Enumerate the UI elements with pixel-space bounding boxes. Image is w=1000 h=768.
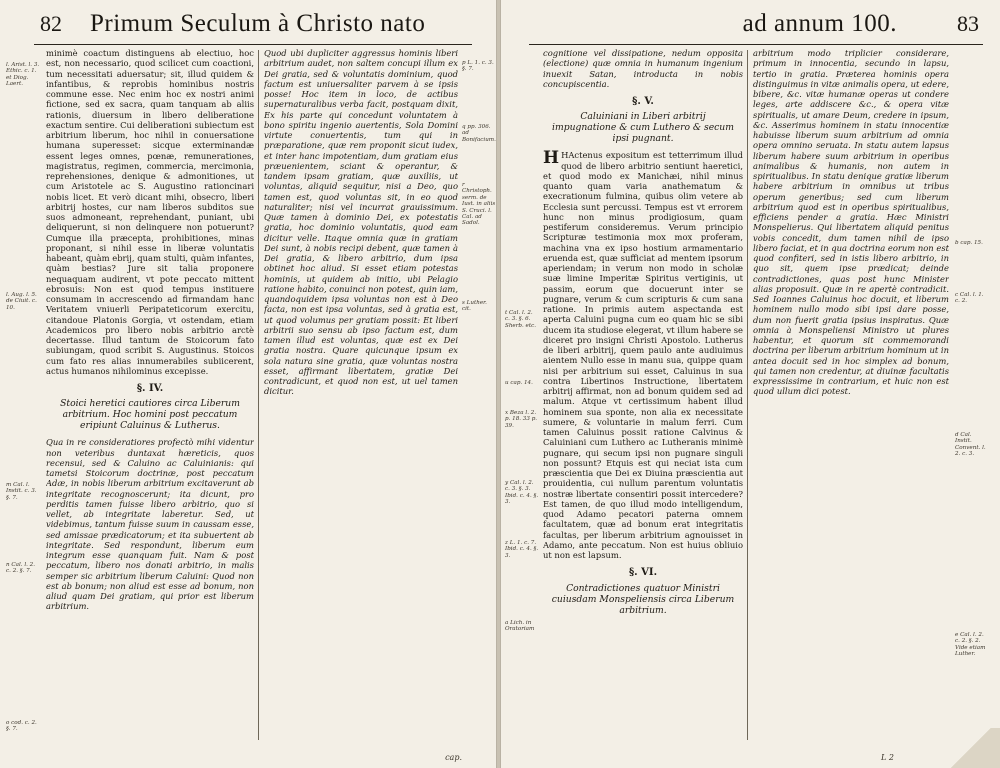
section-heading: §. IV. <box>136 383 164 394</box>
margin-note: c Cal. l. 1. c. 2. <box>955 292 984 305</box>
right-page-header <box>531 10 979 44</box>
signature-mark: L 2 <box>881 753 894 762</box>
margin-note: t Cal. l. 2. c. 3. §. 6. Sherb. etc. <box>505 310 537 329</box>
paragraph <box>543 150 743 560</box>
right-page <box>500 0 1000 768</box>
left-page-number: 82 <box>40 11 62 36</box>
left-catchword: cap. <box>445 753 462 762</box>
paragraph: Quod ubi dupliciter aggressus hominis liberi arbitrium audet, non saltem concupi illum ex Dei gratia, sed & voluntatis dominium, quod factum est uniuersaliter parvem à se ipsis posse! Hoc item in loco, de actibus supernaturalibus verba facit, postquam dixit, Ex his parte qui concedunt voluntatem à bono spiritu ingenio auertentis, Sola Domini virtute conuertentis, tum qui in præparatione, quæ rem proponit sicut iudex, et inter hanc impotentiam, dum gratiam eius præuenientem, sciant & operantur, & tandem ipsam gratiam, quæ auxiliis, ut voluntas, aliquid sequitur, nisi a Deo, quo tamen est, quod voluntas sit, in eo quod naturaliter; nisi vel incurrat grauissimum. Quæ tamen à dominio Dei, ex potestatis gratia, hoc dominio voluntatis, quod eam dicitur velle. Itaque omnia quæ in gratiam Dei sunt, à nobis recipi debent, quæ tamen à Dei gratia, & libero arbitrio, dum ipsa obtinet hoc aliud. Si esset etiam potestas hominis, ut quidem ab initio, ubi Pelagio ratione habito, conuinci non potest, quin iam, quandoquidem ipsa voluntas non est à Deo facta, non est ipsa voluntas, sed à gratia est, ut quod volumus per gratiam possit: Et liberi arbitrii suo sensu ab ipso factum est, dum tamen illud est voluntas, quæ est ex Dei gratia nostra. Quare quicunque ipsum ex sola natura sine gratia, quæ voluntas nostra esset, affirmant libertatem, gratiæ Dei contradicunt, et quod non est, ut uel tamen dicitur. <box>264 48 458 397</box>
section-heading: §. VI. <box>628 567 658 579</box>
margin-note: s Luther. cit. <box>462 300 487 313</box>
margin-note: m Cal. l. Instit. c. 3. §. 7. <box>6 482 37 501</box>
left-running-head: Primum Seculum à Christo nato <box>90 10 426 37</box>
margin-note: r Christoph. serm. de Iust. in aliis S. Cruci. l. Cal. ad Sadol. <box>462 182 496 227</box>
paragraph: minimè coactum distinguens ab electiuo, hoc est, non necessario, quod scilicet cum coactioni, tum necessitati aduersatur; sit, illud quidem & infantibus, & reprobis hominibus nostris commune esse. Nec enim hoc ex nostri animi fictione, sed ex sacra, quam tanquam ab aliis rationis, diuersum in libero deliberatione exactum sentire. Cui deliberationi subiectum est arbitrium liberum, hoc nihil in conuersatione humana superesset: sicque exterminandæ essent leges omnes, pœnæ, remunerationes, magistratus, regimen, commercia, mercimonia, reprehensiones, denique & admonitiones, ut cum Aristotele ac S. Augustino rationcinari nobis licet. Et verò dicant mihi, obsecro, liberi arbitrij hostes, cur nam liberos subditos sue suos admoneant, reprehendant, puniant, ubi deliquerunt, si non delinquere non potuerunt? Cumque illa præcepta, prohibitiones, minas proponant, si nihil esse in liberæ voluntatis habeant, quàm ebrij, quam stulti, quàm infantes, quàm bestias? Jure sit talia proponere nequaquam audirent, vt pote peccato mittent ebrosuis: Non est quod tempus instituere consumam in accrescendo ad firmandam hanc Veritatem vniuerli Peripateticorum exercitu, citandoue Platonis Gorgia, vt ostendam, etiam Academicos pro libero nobis arbitrio arctè decertasse. Illud tantum de Stoicorum fato subiungam, quod scribit S. Augustinus. Stoicos cum fato res alias innumerabiles subiicerent, actus humanos nihilominus excepisse. <box>46 48 254 376</box>
paragraph: Qua in re consideratiores profectò mihi videntur non veteribus duntaxat hæreticis, quos recensui, sed & Caluino ac Caluinianis: qui tametsi Stoicorum doctrinæ, post peccatum Adæ, in nobis liberum arbitrium excitaverunt ab integritate recognoscerunt; ita dicunt, pro perditis tamen fuisse libero arbitrio, quo si vellet, ab integritate laberetur. Sed, ut videbimus, tantum fuisse suum in caussam esse, sed amissae prædicatorum; et ita subuertent ab integritate. Sed respondunt, liberum eum integrum esse quanquam fuit. Nam & post peccatum, libero nos donati arbitrio, in malis semper sic arbitrium liberum Caluini: Quod non est ab bonum; non aliud est esse ad bonum, non aliud quam Dei gratiam, qui prior est liberum arbitrium. <box>46 437 254 612</box>
left-page <box>0 0 497 768</box>
right-header-rule <box>529 44 983 45</box>
page-corner <box>941 728 1000 768</box>
paragraph: arbitrium modo triplicier considerare, primum in innocentia, secundo in lapsu, tertio in gratia. Præterea hominis opera distinguimus in vitæ animalis opera, ut edere, bibere, &c. vitæ humanæ operas ut condere leges, arte addiscere &c., & opera vitæ spiritualis, ut amare Deum, credere in ipsum, &c. Asserimus hominem in statu innocentiæ habuisse liberum suum arbitrium ad omnia opera omnino seruata. In statu autem lapsus liberum habere suum arbitrium in operibus animalibus & humanis, non autem in spiritualibus. In statu denique gratiæ liberum habere arbitrium in omnibus ut tribus operum generibus; sed cum liberum arbitrium quod est in operibus spiritualibus, efficiens pender a gratia. Hæc Ministri Monspelierus. Qui libertatem aliquid penitus vobis concedit, dum tamen nihil de ipso libero faciat, et in qua doctrina eorum non est quod confiteri, sed in istis libero arbitrio, in quo sit, quem ipse prædicat; deinde contradictiones, quas post hunc Minister alias proposuit. Quæ in re apertè contradicit. Sed Ioannes Caluinus hoc docuit, et liberum hominem nullo modo sibi ipsi dare posse, dum non fuerit gratia ipsius inspiratus. Quæ omnia à Monspeliensi Ministro ut plures habentur, et quorum sit commemorandi doctrina per liberum arbitrium hominum ut in antea docuit sed in hoc simplex ad bonum, qui tamen non credentur, at diuinæ facultatis expressissime in contrarium, et huic non est quod ullum dici potest. <box>753 48 949 397</box>
margin-note: d Cal. Instit. Convent. l. 2. c. 3. <box>955 432 986 458</box>
margin-note: z L. 1. c. 7. Ibid. c. 4. §. 3. <box>505 540 539 559</box>
margin-note: u cap. 14. <box>505 380 533 386</box>
column-rule <box>258 50 259 740</box>
margin-note: o cod. c. 2. §. 7. <box>6 720 37 733</box>
left-column-2 <box>264 48 458 738</box>
margin-note: b cap. 15. <box>955 240 983 246</box>
margin-note: y Cal. l. 2. c. 3. §. 3. Ibid. c. 4. §. 3. <box>505 480 539 506</box>
right-column-2 <box>753 48 949 738</box>
left-column-1 <box>46 48 254 738</box>
paragraph: cognitione vel dissipatione, nedum opposita (electione) quæ omnia in humanum ingenium inuexit Satan, introducta in nobis concupiscentia. <box>543 48 743 89</box>
margin-note: a Lich. in Oratoriam <box>505 620 535 633</box>
right-column-1 <box>543 48 743 738</box>
left-page-header <box>40 10 466 44</box>
margin-note: l. Aug. l. 5. de Ciuit. c. 10. <box>6 292 37 311</box>
left-header-rule <box>34 44 472 45</box>
section-heading: §. V. <box>632 96 654 107</box>
margin-note: l. Arist. l. 3. Ethic. c. 1. et Diog. Laert. <box>6 62 40 88</box>
right-page-number: 83 <box>957 11 979 36</box>
section-title: Contradictiones quatuor Ministri cuiusdam Monspeliensis circa Liberum arbitrium. <box>551 582 735 616</box>
margin-note: p L. 1. c. 3. §. 7. <box>462 60 494 73</box>
margin-note: x Beza l. 2. p. 18. 33 p. 39. <box>505 410 538 429</box>
section-title: Caluiniani in Liberi arbitrij impugnatione & cum Luthero & secum ipsi pugnant. <box>552 111 734 145</box>
column-rule <box>747 50 748 740</box>
margin-note: e Cal. l. 2. c. 2. §. 2. Vide etiam Luther. <box>955 632 986 658</box>
drop-capital: H <box>543 148 560 169</box>
margin-note: n Cal. l. 2. c. 2. §. 7. <box>6 562 36 575</box>
margin-note: q pp. 306. ad Bonifacium. <box>462 124 496 143</box>
right-running-head: ad annum 100. <box>742 10 897 37</box>
paragraph-text: HActenus expositum est tetterrimum illud quod de libero arbitrio sentiunt haeretici, et quod modo ex Manichæi, nihil minus quanto quam varia anathematum & execrationum fulmina, quibus olim vetere ab Ecclesia sunt percussi. Tempus est vt errorem hunc non minus prodigiosum, quam pestiferum consideremus. Verum principio Scripturæ testimonia mox mox proferam, machina vna ex ipso hostium armamentario eruenda est, quæ sufficiat ad mentem ipsorum aperiendam; in verum non modo in scholæ suæ limine Imperitæ Spiritus vertiginis, ut passim, eorum que docuerunt inter se pugnare, verum & cum scripturis & cum sana ratione. In primis autem aspectanda est aperta Caluini pugna cum eo quam hic se sibi ducem ita studiose elegerat, vt illum habere se diceret pro insigni Christi Apostolo. Lutherus de liberi arbitrij, quem paulo ante audiuimus aientem Nullo esse in manu sua, quippe quam nisi per arbitrium sui esset, Caluinus in sua contra Libertinos Instructione, libertatem arbitrij affirmat, non ad bonum quidem sed ad malum. Atque vt certissimum habent illud hominem sua sponte, non alia ex necessitate sumere, & voluntarie in malum ferri. Cum tamen Caluinus possit ratione Calvinus & Caluiniani cum Luthero ac Lutheranis minimè pugnare, qui secum ipsi non pugnare singuli non possunt? Etquis est qui neciat ista cum præscientia que Dei ex Diuina præscientia aut prouidentia, cui nullum parentum voluntatis nostræ libertate consentiri possit intercedere? Est tamen, de quo illud modo intelligendum, quod Adamo pecatori paterna omnem facultatem, quæ ad bonum erat integritatis facultas, per liberum arbitrium agnouisset in Adamo, ante peccatum. Non est huius obliuio ut non est lapsum. <box>543 150 743 560</box>
section-title: Stoici heretici cautiores circa Liberum arbitrium. Hoc homini post peccatum eripiunt Caluinus & Lutherus. <box>60 398 240 432</box>
